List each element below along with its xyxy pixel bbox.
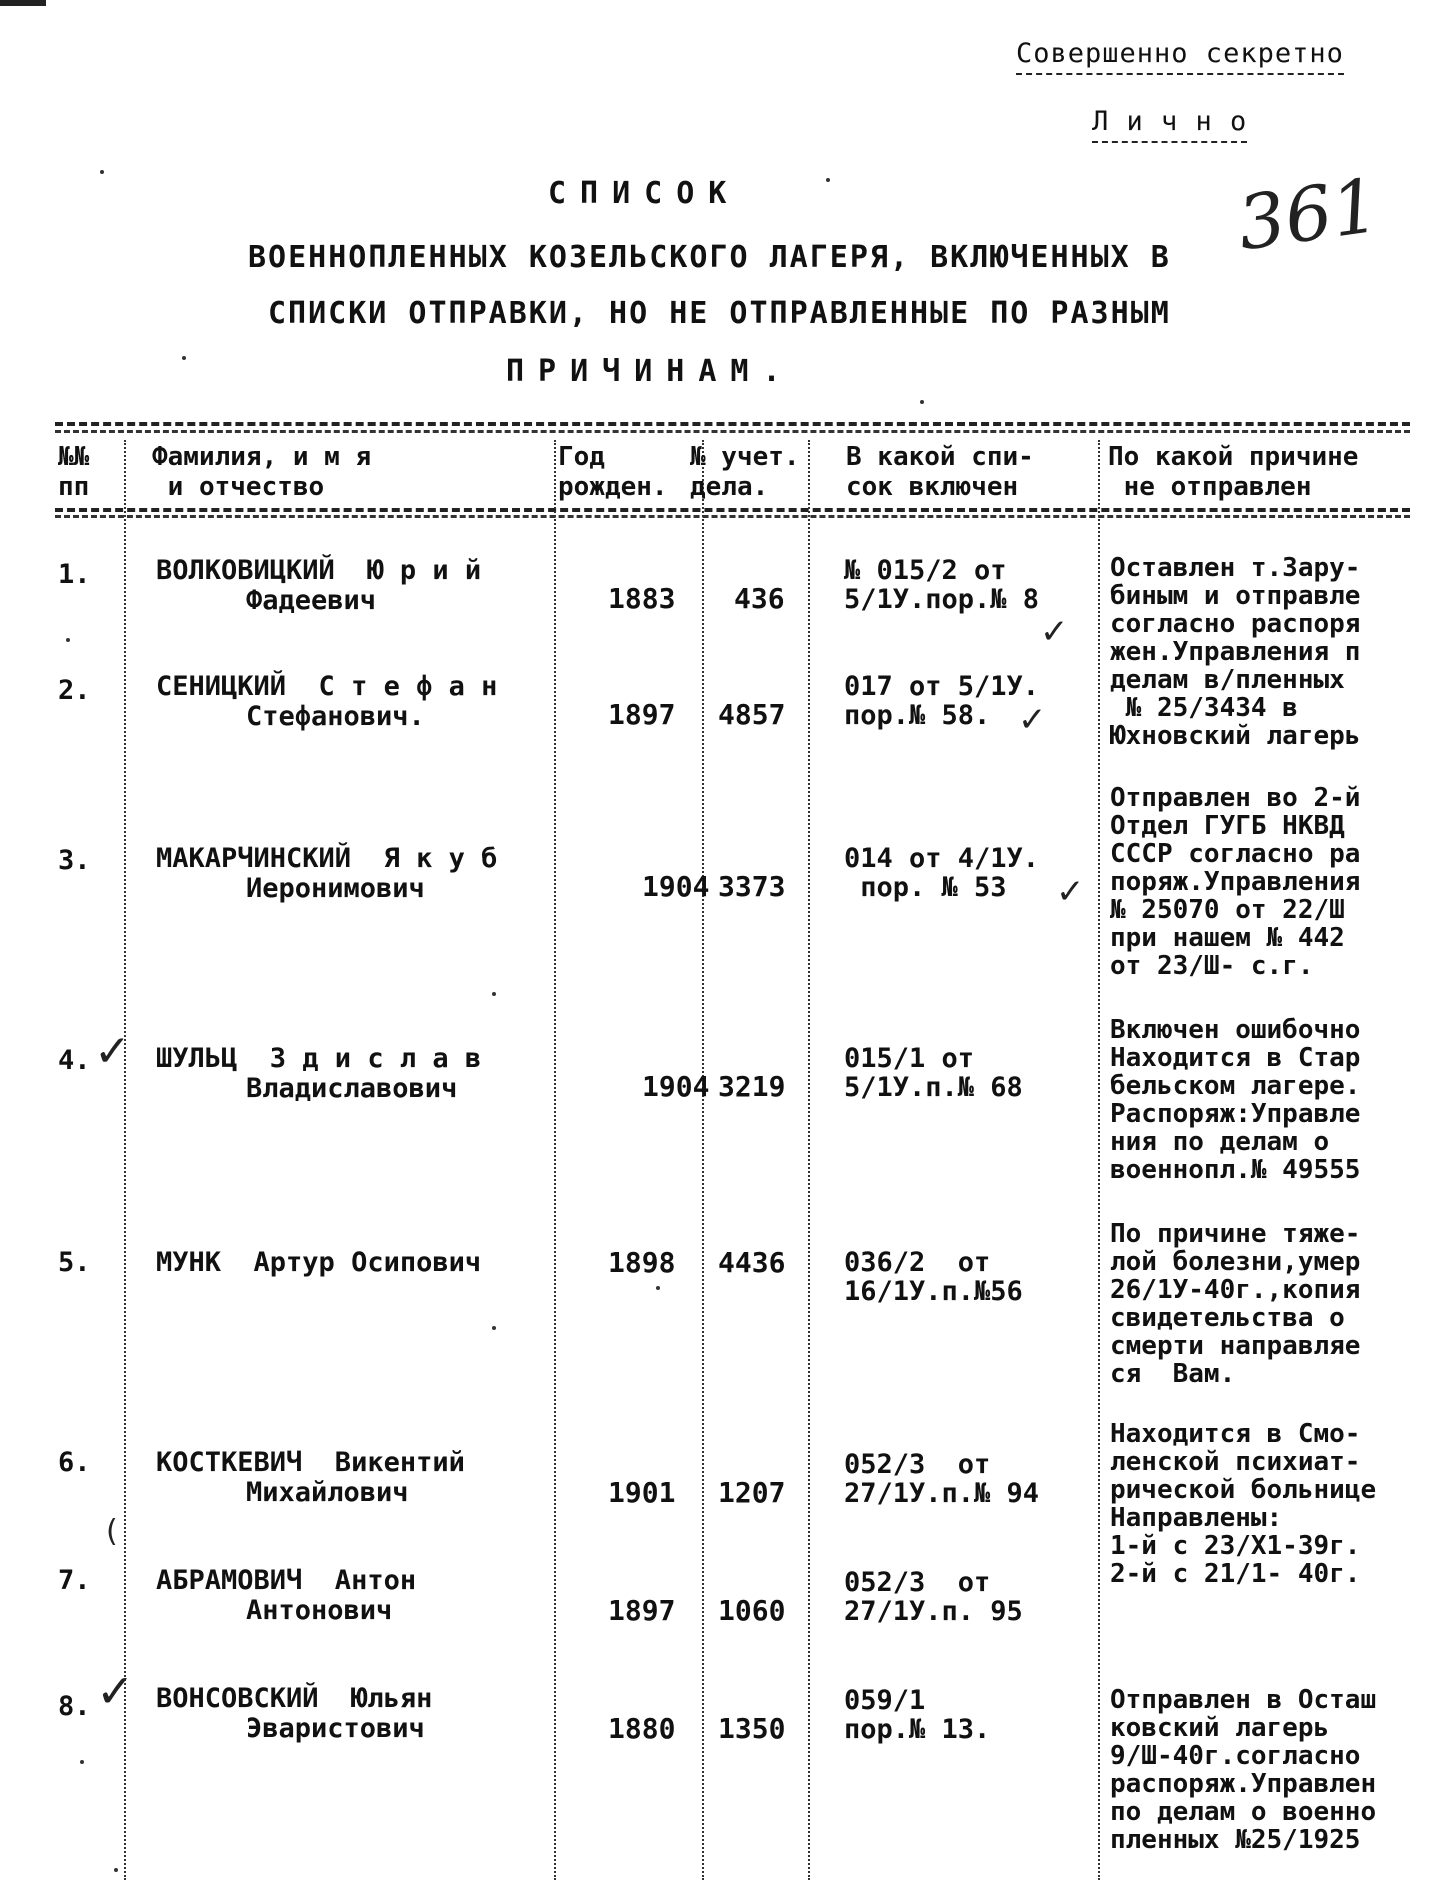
person-patronymic: Иеронимович	[246, 873, 425, 904]
pen-stroke-mark: (	[106, 1514, 118, 1549]
column-divider	[702, 440, 704, 1880]
reason-row-4: Включен ошибочно Находится в Стар бельском лагере. Распоряж:Управле ния по делам о военнопл.№ 49555	[1110, 1016, 1361, 1184]
birth-year: 1904	[642, 1070, 710, 1103]
dispatch-list: 017 от 5/1У. пор.№ 58.	[844, 671, 1040, 731]
table-header-rule-inner	[55, 515, 1410, 518]
person-surname-name: МАКАРЧИНСКИЙ Я к у б	[156, 843, 498, 874]
dispatch-list: 036/2 от 16/1У.п.№56	[844, 1247, 1023, 1307]
person-patronymic: Эваристович	[246, 1713, 425, 1744]
secret-stamp: Совершенно секретно	[1016, 38, 1344, 75]
row-number: 7.	[58, 1565, 91, 1596]
person-patronymic: Фадеевич	[246, 585, 377, 616]
header-number: №№ пп	[58, 442, 90, 502]
header-list: В какой спи- сок включен	[846, 442, 1034, 502]
scan-speck	[182, 356, 186, 360]
check-mark-icon: ✓	[94, 1026, 131, 1077]
document-subtitle-line-2: СПИСКИ ОТПРАВКИ, НО НЕ ОТПРАВЛЕННЫЕ ПО РАЗНЫМ	[268, 296, 1171, 331]
table-header-rule	[55, 508, 1410, 512]
row-number: 3.	[58, 845, 91, 876]
person-surname-name: ВОЛКОВИЦКИЙ Ю р и й	[156, 555, 482, 586]
header-reason: По какой причине не отправлен	[1108, 442, 1359, 502]
scan-speck	[66, 638, 70, 642]
person-surname-name: ВОНСОВСКИЙ Юльян	[156, 1683, 433, 1714]
column-divider	[1098, 440, 1100, 1880]
scan-speck	[656, 1286, 660, 1290]
file-number: 1207	[718, 1476, 786, 1509]
file-number: 3219	[718, 1070, 786, 1103]
reason-row-3: Отправлен во 2-й Отдел ГУГБ НКВД СССР согласно ра поряж.Управления № 25070 от 22/Ш при нашем № 442 от 23/Ш- с.г.	[1110, 784, 1361, 980]
table-top-rule	[55, 422, 1410, 426]
file-number: 4857	[718, 698, 786, 731]
reason-rows-1-2: Оставлен т.Зару- биным и отправле согласно распоря жен.Управления п делам в/пленных № 25/3434 в Юхновский лагерь	[1110, 554, 1361, 750]
person-patronymic: Антонович	[246, 1595, 393, 1626]
person-patronymic: Михайлович	[246, 1477, 409, 1508]
document-subtitle-line-1: ВОЕННОПЛЕННЫХ КОЗЕЛЬСКОГО ЛАГЕРЯ, ВКЛЮЧЕННЫХ В	[248, 240, 1171, 275]
check-mark-icon: ✓	[96, 1664, 135, 1718]
scan-speck	[114, 1868, 118, 1872]
person-patronymic: Владиславович	[246, 1073, 458, 1104]
row-number: 8.	[58, 1691, 91, 1722]
corner-mark	[0, 0, 46, 6]
table-top-rule-inner	[55, 430, 1410, 433]
file-number: 4436	[718, 1246, 786, 1279]
file-number: 436	[734, 582, 785, 615]
header-birth-year: Год рожден.	[558, 442, 668, 502]
birth-year: 1904	[642, 870, 710, 903]
dispatch-list: № 015/2 от 5/1У.пор.№ 8	[844, 555, 1040, 615]
person-patronymic: Стефанович.	[246, 701, 425, 732]
scan-speck	[100, 170, 104, 174]
personal-stamp: Л и ч н о	[1092, 106, 1247, 143]
check-mark-icon: ✓	[1018, 700, 1047, 740]
person-surname-name: ШУЛЬЦ З д и с л а в	[156, 1043, 482, 1074]
dispatch-list: 052/3 от 27/1У.п.№ 94	[844, 1449, 1040, 1509]
reason-row-8: Отправлен в Осташ ковский лагерь 9/Ш-40г.согласно распоряж.Управлен по делам о военно пленных №25/1925	[1110, 1686, 1377, 1854]
row-number: 2.	[58, 675, 91, 706]
handwritten-page-number: 361	[1232, 162, 1385, 268]
birth-year: 1883	[608, 582, 676, 615]
reason-row-5: По причине тяже- лой болезни,умер 26/1У-40г.,копия свидетельства о смерти направляе ся Вам.	[1110, 1220, 1361, 1388]
row-number: 4.	[58, 1045, 91, 1076]
person-surname-name: МУНК Артур Осипович	[156, 1247, 482, 1278]
file-number: 3373	[718, 870, 786, 903]
dispatch-list: 014 от 4/1У. пор. № 53	[844, 843, 1040, 903]
scan-speck	[492, 992, 496, 996]
check-mark-icon: ✓	[1056, 872, 1085, 912]
birth-year: 1880	[608, 1712, 676, 1745]
document-title: СПИСОК	[548, 176, 741, 211]
file-number: 1060	[718, 1594, 786, 1627]
scan-speck	[80, 1760, 84, 1764]
scan-speck	[492, 1326, 496, 1330]
scan-speck	[826, 178, 830, 182]
birth-year: 1897	[608, 698, 676, 731]
dispatch-list: 059/1 пор.№ 13.	[844, 1685, 991, 1745]
person-surname-name: АБРАМОВИЧ Антон	[156, 1565, 417, 1596]
row-number: 1.	[58, 559, 91, 590]
check-mark-icon: ✓	[1040, 612, 1069, 652]
header-file-number: № учет. дела.	[690, 442, 800, 502]
birth-year: 1897	[608, 1594, 676, 1627]
birth-year: 1898	[608, 1246, 676, 1279]
row-number: 5.	[58, 1247, 91, 1278]
person-surname-name: СЕНИЦКИЙ С т е ф а н	[156, 671, 498, 702]
dispatch-list: 015/1 от 5/1У.п.№ 68	[844, 1043, 1023, 1103]
person-surname-name: КОСТКЕВИЧ Викентий	[156, 1447, 465, 1478]
header-name: Фамилия, и м я и отчество	[152, 442, 372, 502]
reason-rows-6-7: Находится в Смо- ленской психиат- рической больнице Направлены: 1-й с 23/Х1-39г. 2-й с 21/1- 40г.	[1110, 1420, 1377, 1588]
file-number: 1350	[718, 1712, 786, 1745]
document-subtitle-line-3: ПРИЧИНАМ.	[506, 354, 795, 389]
row-number: 6.	[58, 1447, 91, 1478]
birth-year: 1901	[608, 1476, 676, 1509]
dispatch-list: 052/3 от 27/1У.п. 95	[844, 1567, 1023, 1627]
column-divider	[808, 440, 810, 1880]
scan-speck	[920, 400, 924, 404]
column-divider	[554, 440, 556, 1880]
